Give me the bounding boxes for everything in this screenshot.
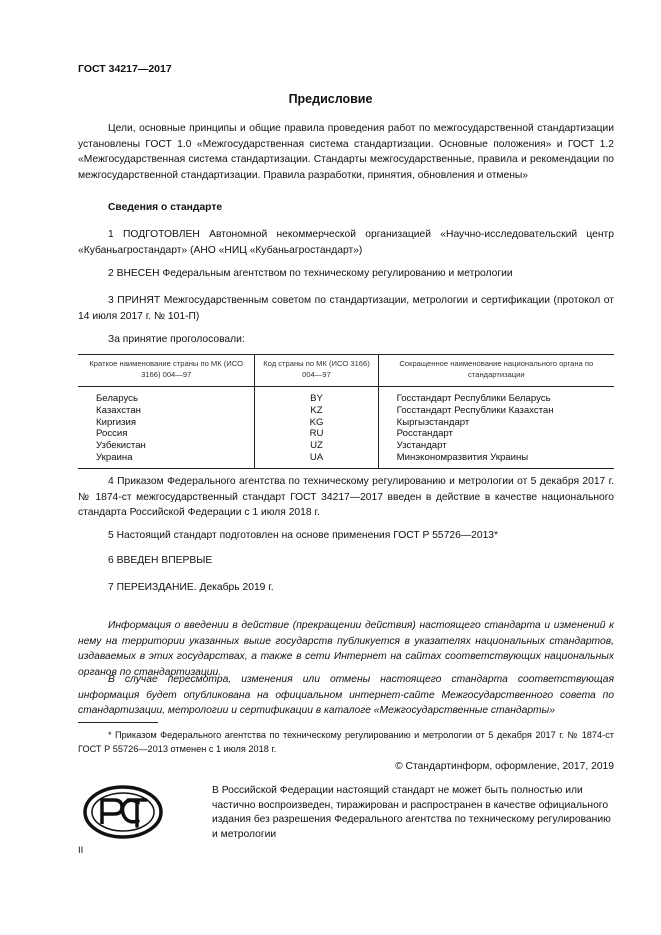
rst-logo-icon	[82, 784, 164, 840]
voted-caption: За принятие проголосовали:	[108, 334, 245, 345]
section-subtitle: Сведения о стандарте	[108, 202, 223, 213]
cell-code: UZ	[255, 440, 378, 452]
table-row	[78, 387, 614, 405]
header-code: Код страны по МК (ИСО 3166) 004—97	[255, 355, 378, 387]
table-row	[78, 440, 614, 452]
cell-country: Украина	[78, 452, 255, 468]
table-row	[78, 405, 614, 417]
reproduction-notice: В Российской Федерации настоящий стандарт не может быть полностью или частично воспроизведен, тиражирован и распространен в качестве официального издания без разрешения Федерального агентства по техническому регулированию и метрологии	[212, 785, 611, 840]
cell-country: Россия	[96, 428, 128, 440]
cell-org: Узстандарт	[378, 440, 614, 452]
header-org: Сокращенное наименование национального органа по стандартизации	[378, 355, 614, 387]
document-header: ГОСТ 34217—2017	[78, 63, 172, 75]
cell-country: Узбекистан	[96, 440, 146, 452]
cell-org: Госстандарт Республики Казахстан	[378, 405, 614, 417]
cell-org: Минэкономразвития Украины	[378, 452, 614, 468]
item-4-paragraph: 4 Приказом Федерального агентства по техническому регулированию и метрологии от 5 декабря 2017 г. № 1874-ст межгосударственный стандарт ГОСТ 34217—2017 введен в действие в качестве национального стандарта Российской Федерации с 1 июля 2018 г.	[78, 476, 614, 518]
header-country: Краткое наименование страны по МК (ИСО 3166) 004—97	[78, 355, 255, 387]
page-title: Предисловие	[288, 92, 373, 106]
item-5-paragraph: 5 Настоящий стандарт подготовлен на основе применения ГОСТ Р 55726—2013*	[108, 530, 499, 541]
cell-code: KZ	[255, 405, 378, 417]
cell-code: KG	[255, 417, 378, 429]
cell-country: Киргизия	[96, 416, 137, 428]
footnote-divider	[78, 722, 158, 723]
rst-certification-logo	[82, 784, 164, 840]
cell-org: Росстандарт	[378, 428, 614, 440]
copyright: © Стандартинформ, оформление, 2017, 2019	[395, 761, 614, 772]
cell-code: RU	[255, 428, 378, 440]
item-2-paragraph: 2 ВНЕСЕН Федеральным агентством по техническому регулированию и метрологии	[108, 268, 513, 279]
item-3-paragraph: 3 ПРИНЯТ Межгосударственным советом по стандартизации, метрологии и сертификации (протокол от 14 июля 2017 г. № 101-П)	[78, 295, 614, 322]
intro-paragraph: Цели, основные принципы и общие правила проведения работ по межгосударственной стандартизации установлены ГОСТ 1.0 «Межгосударственная система стандартизации. Основные положения» и ГОСТ 1.2 «Межгосударственная система стандартизации. Стандарты межгосударственные, правила и рекомендации по межгосударственной стандартизации. Правила разработки, принятия, обновления и отмены»	[78, 123, 614, 181]
cell-country: Беларусь	[96, 393, 138, 404]
cell-org: Кыргызстандарт	[378, 417, 614, 429]
info-paragraph-2: В случае пересмотра, изменения или отмены настоящего стандарта соответствующая информация будет опубликована на официальном интернет-сайте Межгосударственного совета по стандартизации, метрологии и сертификации в каталоге «Межгосударственные стандарты»	[78, 674, 614, 716]
table-row	[78, 417, 614, 429]
table-row	[78, 452, 614, 468]
states-table	[78, 354, 614, 469]
item-6-paragraph: 6 ВВЕДЕН ВПЕРВЫЕ	[108, 555, 213, 566]
item-1-paragraph: 1 ПОДГОТОВЛЕН Автономной некоммерческой организацией «Научно-исследовательский центр «Кубаньагростандарт» (АНО «НИЦ «Кубаньагростандарт»)	[78, 229, 614, 256]
item-7-paragraph: 7 ПЕРЕИЗДАНИЕ. Декабрь 2019 г.	[108, 582, 274, 593]
info-paragraph-1: Информация о введении в действие (прекращении действия) настоящего стандарта и изменений к нему на территории указанных выше государств публикуется в указателях национальных стандартов, издаваемых в этих государствах, а также в сети Интернет на сайтах соответствующих национальных органов по стандартизации.	[78, 620, 614, 678]
cell-code: BY	[255, 387, 378, 405]
footnote: * Приказом Федерального агентства по техническому регулированию и метрологии от 5 декабря 2017 г. № 1874-ст ГОСТ Р 55726—2013 отменен с 1 июля 2018 г.	[78, 730, 614, 754]
cell-org: Госстандарт Республики Беларусь	[378, 387, 614, 405]
cell-country: Казахстан	[96, 404, 141, 416]
table-row	[78, 428, 614, 440]
cell-code: UA	[255, 452, 378, 468]
page-number: II	[78, 845, 84, 856]
